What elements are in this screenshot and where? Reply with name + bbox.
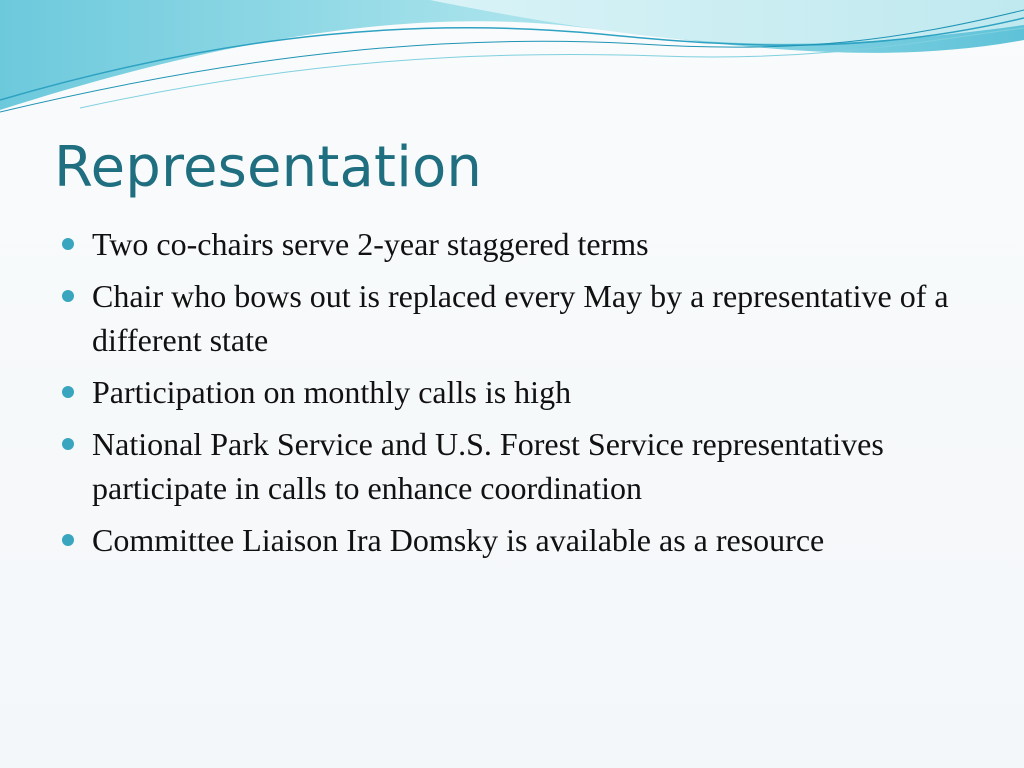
bullet-item — [62, 274, 962, 362]
bullet-icon — [62, 238, 74, 250]
bullet-text: National Park Service and U.S. Forest Service representatives participate in calls to enhance coordination — [92, 426, 884, 506]
bullet-icon — [62, 386, 74, 398]
bullet-item — [62, 422, 962, 510]
bullet-item — [62, 518, 962, 562]
bullet-icon — [62, 290, 74, 302]
header-wave-decoration — [0, 0, 1024, 120]
bullet-item — [62, 222, 962, 266]
bullet-item — [62, 370, 962, 414]
bullet-text: Two co-chairs serve 2-year staggered terms — [92, 226, 649, 262]
slide-title: Representation — [54, 135, 483, 200]
bullet-icon — [62, 534, 74, 546]
bullet-icon — [62, 438, 74, 450]
bullet-text: Participation on monthly calls is high — [92, 374, 572, 410]
bullet-text: Chair who bows out is replaced every May by a representative of a different state — [92, 278, 949, 358]
bullet-list — [62, 222, 962, 570]
bullet-text: Committee Liaison Ira Domsky is available as a resource — [92, 522, 825, 558]
